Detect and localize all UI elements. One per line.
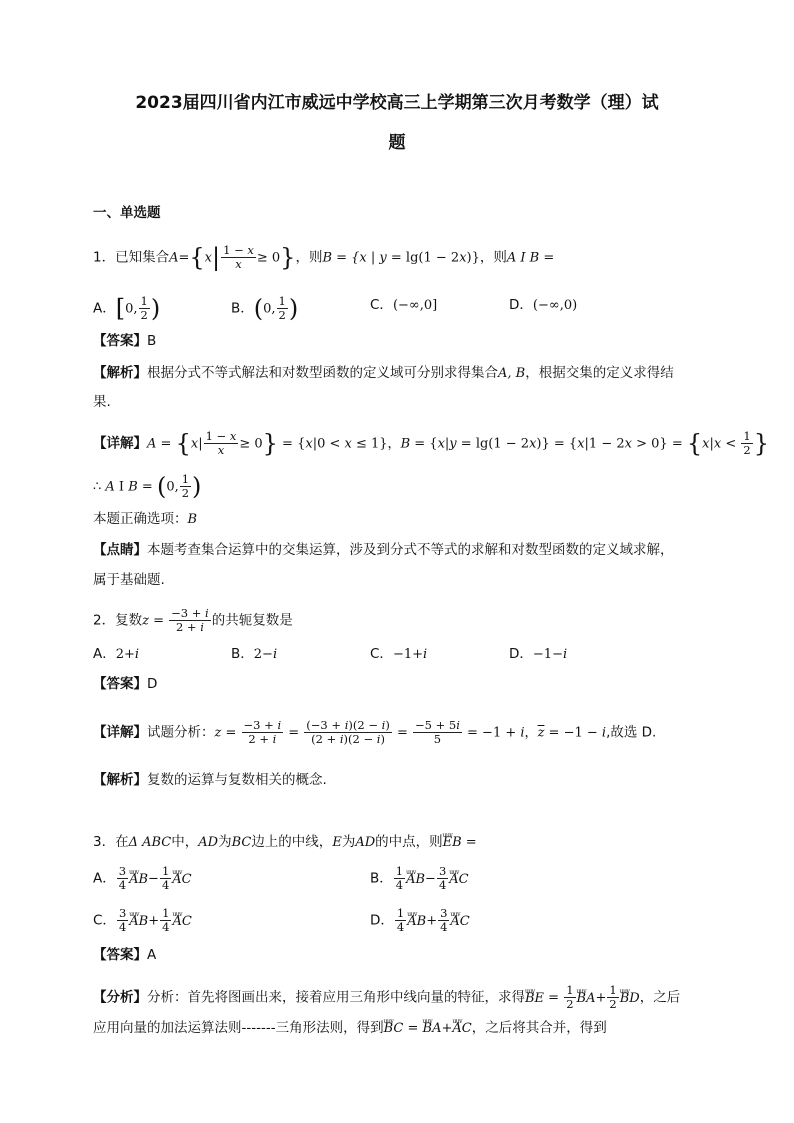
q1-option-c: C．(−∞,0] — [370, 297, 438, 313]
q1-set-b: B = {x | y = — [322, 250, 406, 266]
q1-stem-post: ，则 — [479, 249, 507, 266]
q2-option-c: C．−1+i — [370, 646, 428, 662]
q1-option-d: D．(−∞,0) — [509, 297, 578, 313]
q1-option-b: B．(0, $\frac{1}{2}$ ) — [231, 294, 299, 323]
q1-stem-pre: 1．已知集合 — [93, 249, 170, 266]
q3-option-b: B． $\frac{1}{4}$ uuv AB− $\frac{3}{4}$ uuv AC — [370, 865, 469, 892]
q1-answer: 【答案】B — [93, 333, 157, 349]
q1-detail: 【详解】A = {x| $\frac{1 - x}{x}$ ≥ 0} = {x|0 < x ≤ 1}，B = {x|y = lg(1 − 2x)} = {x|1 − 2x > 0} = {x|x < $\frac{1}{2}$ } — [93, 429, 769, 458]
q3-option-a: A． $\frac{3}{4}$ uuv AB− $\frac{1}{4}$ uuv AC — [93, 865, 192, 892]
q3-stem: 3．在Δ ABC中，AD为BC边上的中线，E为AD的中点，则uuv EB = — [93, 832, 734, 853]
q2-analysis: 【解析】复数的运算与复数相关的概念. — [93, 772, 327, 788]
q1-option-a: A．[0, $\frac{1}{2}$ ) — [93, 294, 161, 323]
q3-analysis: 【分析】分析：首先将图画出来，接着应用三角形中线向量的特征，求得uuv BE = $\frac{1}{2}$ uuv BA+ $\frac{1}{2}$ uuv BD，之后 — [93, 984, 734, 1011]
q1-comment-line2: 属于基础题. — [93, 572, 165, 588]
q1-stem-mid: ，则 — [295, 249, 323, 266]
q1-comment: 【点睛】本题考查集合运算中的交集运算，涉及到分式不等式的求解和对数型函数的定义域求解， — [93, 542, 674, 558]
q1-correct-option: 本题正确选项：B — [93, 511, 198, 527]
q1-analysis-line2: 果. — [93, 394, 111, 410]
document-title-line2: 题 — [388, 133, 406, 153]
q1-detail-line2: ∴ A I B = (0, $\frac{1}{2}$ ) — [93, 472, 202, 501]
q3-option-d: D． $\frac{1}{4}$ uuv AB+ $\frac{3}{4}$ uuv AC — [370, 907, 470, 934]
q2-option-d: D．−1−i — [509, 646, 568, 662]
q2-detail: 【详解】试题分析：z = $\frac{-3 + i}{2 + i}$ = $\frac{(-3 + i)(2 - i)}{(2 + i)(2 - i)}$ = $\frac{-5 + 5i}{5}$ = −1 + i，$\overline{z} = -1 - i$,故选 D. — [93, 718, 657, 746]
q2-option-a: A．2+i — [93, 646, 140, 662]
q3-option-c: C． $\frac{3}{4}$ uuv AB+ $\frac{1}{4}$ uuv AC — [93, 907, 192, 934]
q1-analysis: 【解析】根据分式不等式解法和对数型函数的定义域可分别求得集合A, B，根据交集的定义求得结 — [93, 365, 674, 381]
q2-stem: 2．复数z = $\frac{-3 + i}{2 + i}$ 的共轭复数是 — [93, 606, 293, 634]
q1-set-a: A — [169, 250, 179, 266]
q3-analysis-line2: 应用向量的加法运算法则-------三角形法则，得到uuv BC = uuv BA+uuv AC，之后将其合并，得到 — [93, 1018, 734, 1039]
q3-answer: 【答案】A — [93, 947, 157, 963]
q1-stem: 1．已知集合A={x| $\frac{1 - x}{x}$ ≥ 0}，则B = {x | y = lg(1 − 2x)}，则A I B = — [93, 243, 555, 272]
q2-option-b: B．2−i — [231, 646, 278, 662]
document-title-line1: 2023届四川省内江市威远中学校高三上学期第三次月考数学（理）试 — [135, 93, 659, 113]
q1-stem-ab: A I B = — [506, 250, 555, 266]
section-heading: 一、单选题 — [93, 205, 161, 221]
q2-answer: 【答案】D — [93, 676, 158, 692]
